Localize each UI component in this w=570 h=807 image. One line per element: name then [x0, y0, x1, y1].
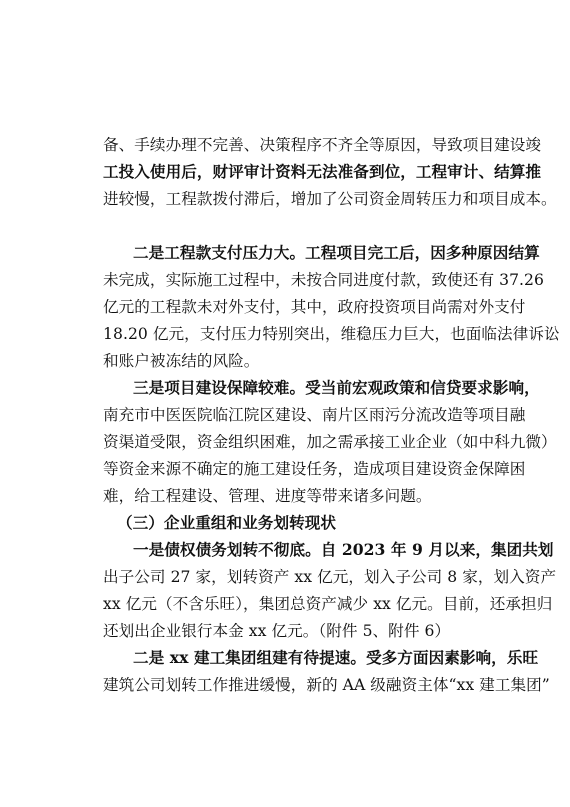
paragraph-line: 难，给工程建设、管理、进度等带来诸多问题。	[103, 487, 432, 505]
paragraph-line: 工投入使用后，财评审计资料无法准备到位，工程审计、结算推	[103, 162, 542, 181]
paragraph-line: 亿元的工程款未对外支付，其中，政府投资项目尚需对外支付	[103, 298, 526, 316]
paragraph-line: 未完成，实际施工过程中，未按合同进度付款，致使还有 37.26	[103, 271, 544, 289]
paragraph-line: 等资金来源不确定的施工建设任务，造成项目建设资金保障困	[103, 460, 526, 478]
paragraph-line: 进较慢，工程款拨付滞后，增加了公司资金周转压力和项目成本。	[103, 190, 557, 208]
section-heading: （三）企业重组和业务划转现状	[117, 513, 337, 532]
paragraph-line: 一是债权债务划转不彻底。自 2023 年 9 月以来，集团共划	[133, 540, 554, 559]
paragraph-line: xx 亿元（不含乐旺），集团总资产减少 xx 亿元。目前，还承担归	[103, 595, 553, 613]
paragraph-line: 建筑公司划转工作推进缓慢，新的 AA 级融资主体“xx 建工集团”	[103, 676, 550, 694]
paragraph-line: 三是项目建设保障较难。受当前宏观政策和信贷要求影响，	[133, 378, 540, 397]
paragraph-line: 资渠道受限，资金组织困难，加之需承接工业企业（如中科九微）	[103, 433, 557, 451]
paragraph-line: 还划出企业银行本金 xx 亿元。（附件 5、附件 6）	[103, 622, 451, 640]
paragraph-line: 出子公司 27 家，划转资产 xx 亿元，划入子公司 8 家，划入资产	[103, 568, 557, 586]
paragraph-line: 南充市中医医院临江院区建设、南片区雨污分流改造等项目融	[103, 406, 526, 424]
paragraph-line: 二是工程款支付压力大。工程项目完工后，因多种原因结算	[133, 243, 540, 262]
paragraph-line: 和账户被冻结的风险。	[103, 352, 260, 370]
paragraph-line: 二是 xx 建工集团组建有待提速。受多方面因素影响，乐旺	[133, 648, 539, 667]
paragraph-line: 备、手续办理不完善、决策程序不齐全等原因，导致项目建设竣	[103, 136, 542, 154]
paragraph-line: 18.20 亿元，支付压力特别突出，维稳压力巨大，也面临法律诉讼	[103, 325, 560, 343]
